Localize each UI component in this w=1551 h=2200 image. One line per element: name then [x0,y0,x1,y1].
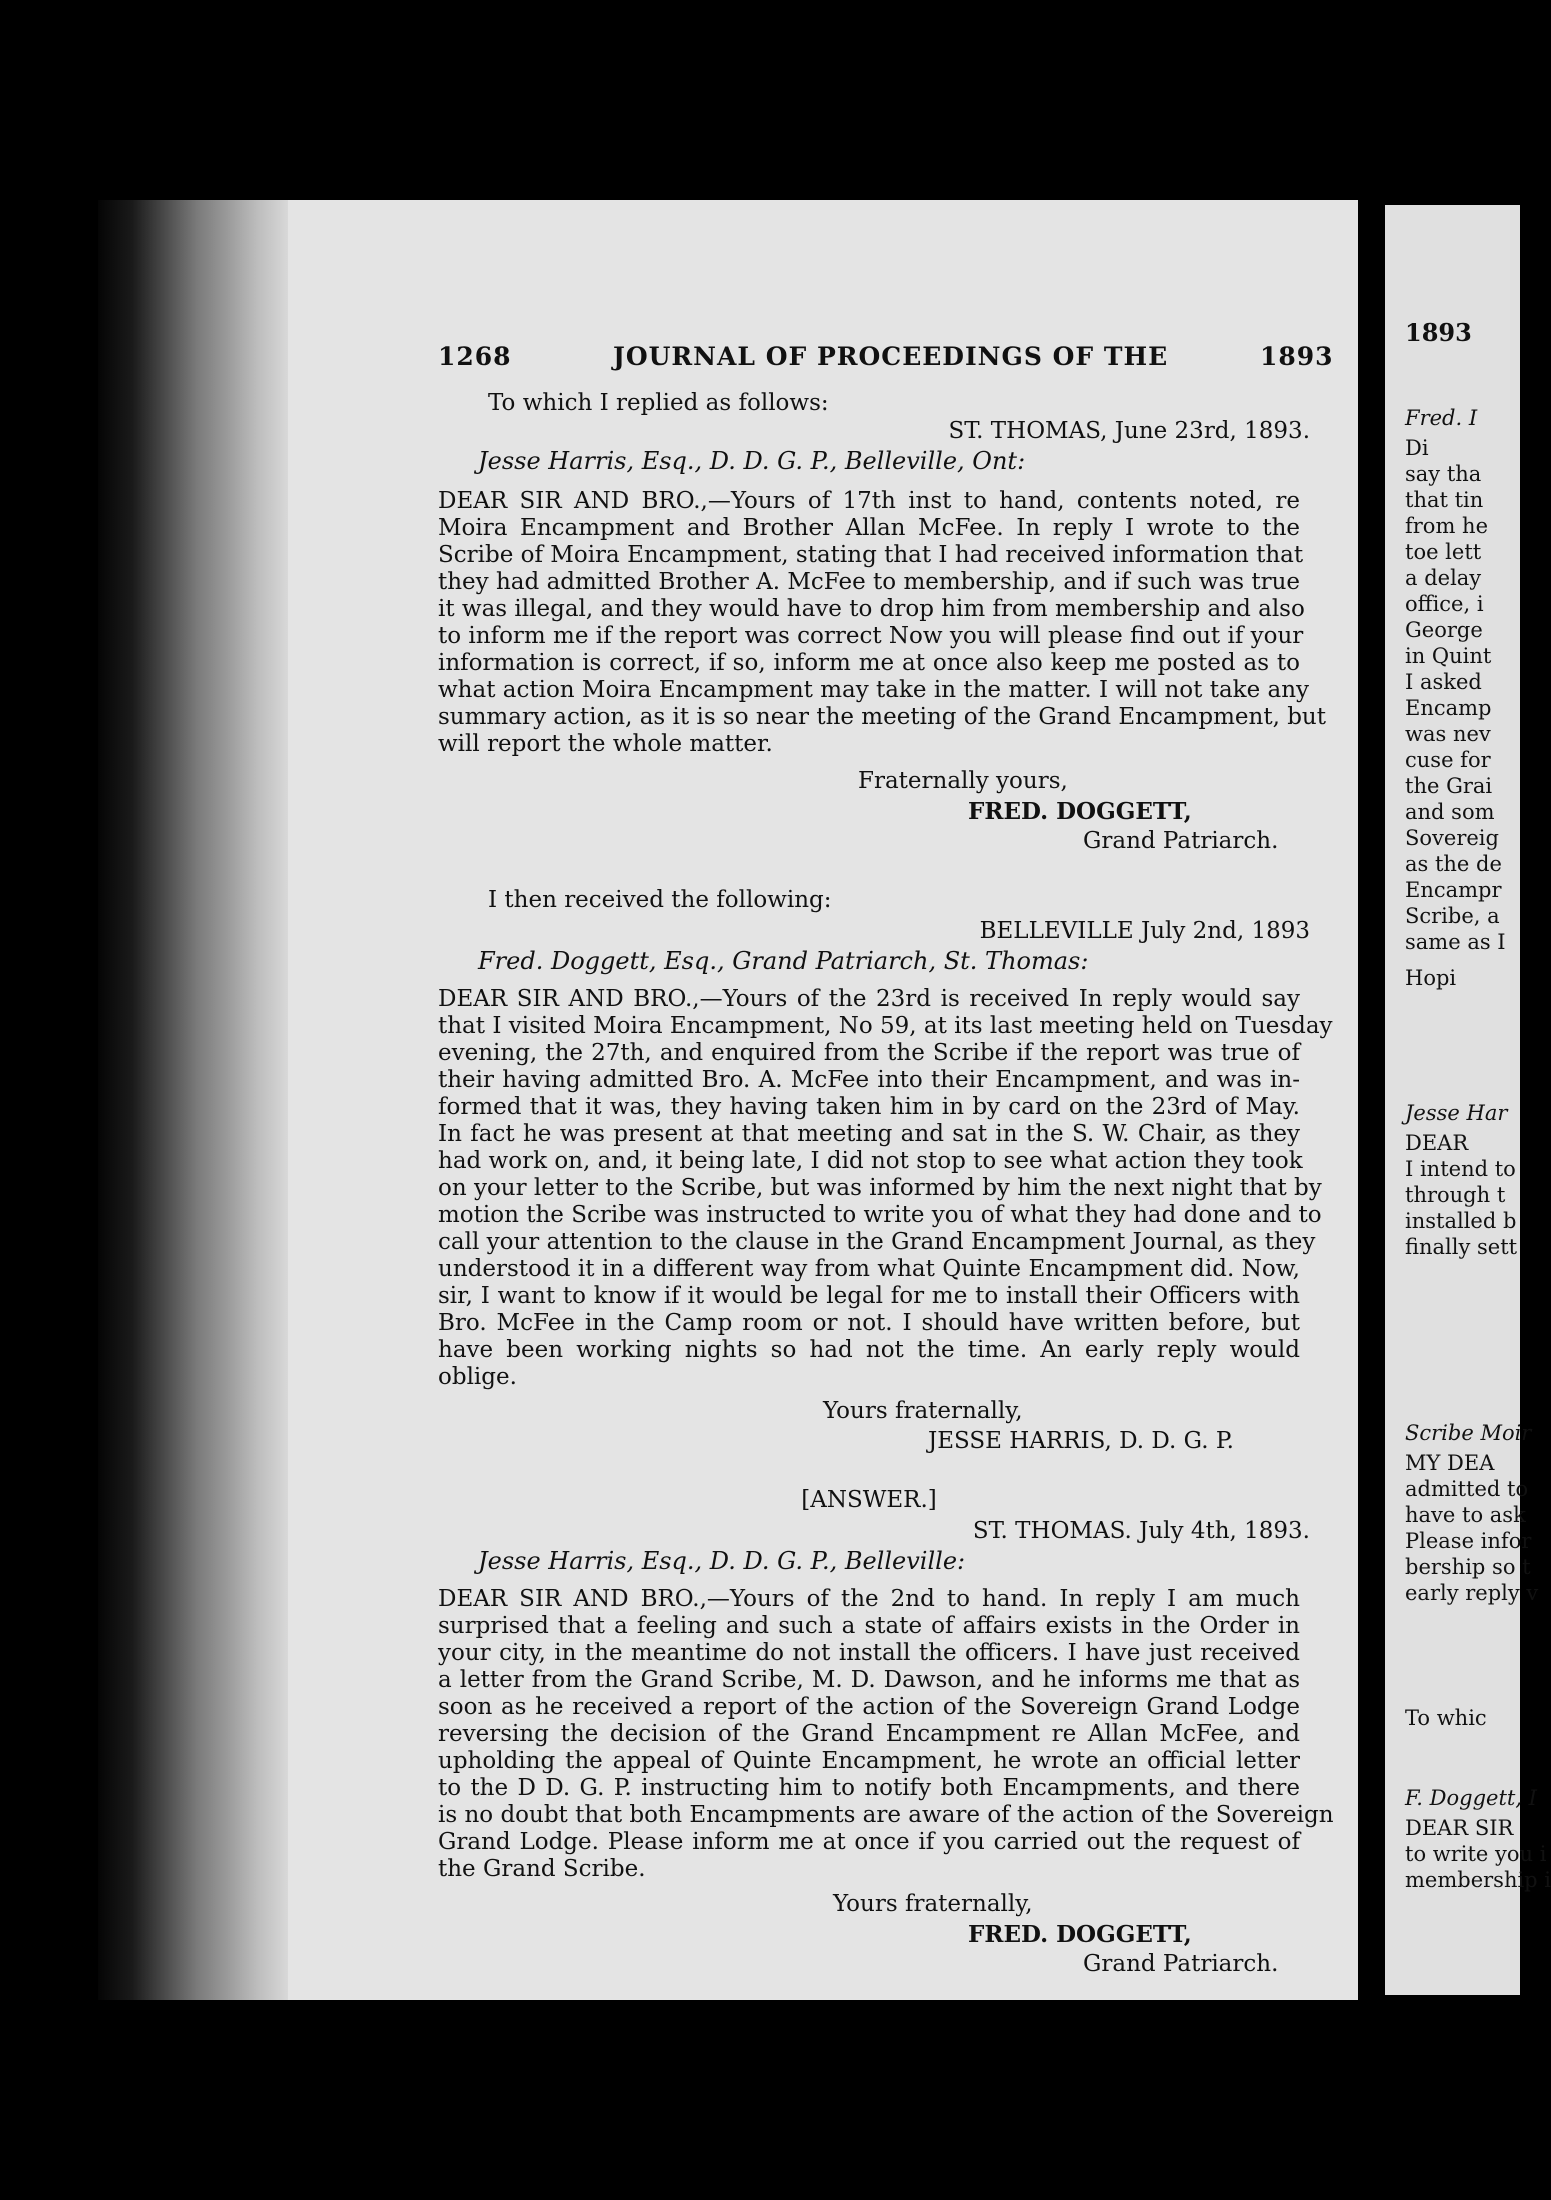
adjacent-page-line: Scribe Moir [1405,1421,1532,1445]
text-line: FRED. DOGGETT, [968,798,1192,825]
adjacent-page-line: membership i [1405,1868,1551,1892]
adjacent-page-line: Encamp [1405,696,1492,720]
text-line: evening, the 27th, and enquired from the Scribe if the report was true of [438,1040,1300,1066]
book-page [288,200,1358,2000]
text-line: that I visited Moira Encampment, No 59, at its last meeting held on Tuesday [438,1013,1333,1039]
adjacent-page-line: cuse for [1405,748,1491,772]
adjacent-page-line: and som [1405,800,1495,824]
adjacent-page-line: F. Doggett, I [1405,1786,1537,1810]
text-line: Grand Patriarch. [1083,1951,1279,1977]
text-line: Grand Lodge. Please inform me at once if you carried out the request of [438,1829,1300,1855]
adjacent-page-line: was nev [1405,722,1491,746]
adjacent-page-line: I intend to [1405,1157,1516,1181]
text-line: [ANSWER.] [801,1487,937,1513]
text-line: it was illegal, and they would have to drop him from membership and also [438,596,1305,622]
text-line: DEAR SIR AND BRO.,—Yours of the 23rd is received In reply would say [438,986,1300,1012]
adjacent-page-line: a delay [1405,566,1482,590]
adjacent-page-line: Sovereig [1405,826,1499,850]
text-line: motion the Scribe was instructed to write you of what they had done and to [438,1202,1322,1228]
adjacent-page-line: early reply v [1405,1581,1539,1605]
adjacent-page-line: have to ask [1405,1503,1526,1527]
adjacent-page-line: Jesse Har [1405,1101,1508,1125]
adjacent-page-line: from he [1405,514,1488,538]
book-spine-shadow [98,200,288,2000]
text-line: Grand Patriarch. [1083,828,1279,854]
text-line: information is correct, if so, inform me at once also keep me posted as to [438,650,1300,676]
text-line: call your attention to the clause in the Grand Encampment Journal, as they [438,1229,1316,1255]
text-line: upholding the appeal of Quinte Encampment, he wrote an official letter [438,1748,1300,1774]
text-line: Jesse Harris, Esq., D. D. G. P., Belleville: [478,1547,966,1575]
text-line: on your letter to the Scribe, but was informed by him the next night that by [438,1175,1322,1201]
adjacent-page-line: MY DEA [1405,1451,1495,1475]
adjacent-page-line: George [1405,618,1483,642]
text-line: to inform me if the report was correct Now you will please find out if your [438,623,1304,649]
adjacent-page-line: bership so t [1405,1555,1531,1579]
text-line: the Grand Scribe. [438,1856,646,1882]
text-line: Fraternally yours, [858,768,1068,794]
adjacent-page-line: DEAR [1405,1131,1469,1155]
adjacent-page-fragment [1385,205,1551,1995]
text-line: summary action, as it is so near the meeting of the Grand Encampment, but [438,704,1326,730]
adjacent-page-line: finally sett [1405,1235,1518,1259]
text-line: to the D D. G. P. instructing him to notify both Encampments, and there [438,1775,1300,1801]
adjacent-page-line: DEAR SIR [1405,1816,1514,1840]
adjacent-page-line: say tha [1405,462,1482,486]
text-line: To which I replied as follows: [488,390,829,416]
text-line: ST. THOMAS. July 4th, 1893. [972,1518,1310,1544]
text-line: reversing the decision of the Grand Encampment re Allan McFee, and [438,1721,1300,1747]
adjacent-page-line: as the de [1405,852,1502,876]
text-line: Yours fraternally, [823,1398,1023,1424]
text-line: their having admitted Bro. A. McFee into their Encampment, and was in- [438,1067,1300,1093]
text-line: sir, I want to know if it would be legal for me to install their Officers with [438,1283,1300,1309]
adjacent-page-line: Please infor [1405,1529,1532,1553]
adjacent-page-line: admitted to [1405,1477,1529,1501]
text-line: understood it in a different way from what Quinte Encampment did. Now, [438,1256,1300,1282]
text-line: is no doubt that both Encampments are aware of the action of the Sovereign [438,1802,1334,1828]
running-title: JOURNAL OF PROCEEDINGS OF THE [613,342,1169,371]
adjacent-page-line: To whic [1405,1706,1487,1730]
page-number: 1268 [438,342,512,371]
text-line: your city, in the meantime do not install the officers. I have just received [438,1640,1300,1666]
adjacent-page-line: installed b [1405,1209,1517,1233]
text-line: JESSE HARRIS, D. D. G. P. [928,1428,1234,1454]
text-line: soon as he received a report of the action of the Sovereign Grand Lodge [438,1694,1300,1720]
text-line: Yours fraternally, [833,1891,1033,1917]
adjacent-page-line: Di [1405,436,1429,460]
adjacent-page-line: Scribe, a [1405,904,1500,928]
adjacent-page-line: through t [1405,1183,1506,1207]
header-year: 1893 [1260,342,1334,371]
text-line: a letter from the Grand Scribe, M. D. Dawson, and he informs me that as [438,1667,1300,1693]
text-line: Fred. Doggett, Esq., Grand Patriarch, St. Thomas: [478,947,1089,975]
text-line: DEAR SIR AND BRO.,—Yours of 17th inst to hand, contents noted, re [438,488,1300,514]
adjacent-page-line: in Quint [1405,644,1492,668]
text-line: Bro. McFee in the Camp room or not. I should have written before, but [438,1310,1300,1336]
text-line: formed that it was, they having taken him in by card on the 23rd of May. [438,1094,1300,1120]
text-line: oblige. [438,1364,517,1390]
adjacent-page-line: Fred. I [1405,406,1478,430]
adjacent-page-line: to write you i [1405,1842,1547,1866]
text-line: surprised that a feeling and such a state of affairs exists in the Order in [438,1613,1300,1639]
text-line: In fact he was present at that meeting and sat in the S. W. Chair, as they [438,1121,1300,1147]
adjacent-page-line: Hopi [1405,966,1457,990]
adjacent-page-line: same as I [1405,930,1506,954]
text-line: have been working nights so had not the time. An early reply would [438,1337,1300,1363]
adjacent-page-line: 1893 [1405,318,1472,347]
adjacent-page-line: office, i [1405,592,1484,616]
text-line: Moira Encampment and Brother Allan McFee. In reply I wrote to the [438,515,1300,541]
text-line: will report the whole matter. [438,731,773,757]
adjacent-page-line: the Grai [1405,774,1493,798]
text-line: ST. THOMAS, June 23rd, 1893. [948,418,1310,444]
adjacent-page-line: Encampr [1405,878,1502,902]
text-line: they had admitted Brother A. McFee to membership, and if such was true [438,569,1300,595]
text-line: what action Moira Encampment may take in the matter. I will not take any [438,677,1310,703]
adjacent-page-line: toe lett [1405,540,1482,564]
text-line: FRED. DOGGETT, [968,1921,1192,1948]
text-line: BELLEVILLE July 2nd, 1893 [979,918,1310,944]
text-line: DEAR SIR AND BRO.,—Yours of the 2nd to hand. In reply I am much [438,1586,1300,1612]
text-line: Jesse Harris, Esq., D. D. G. P., Belleville, Ont: [478,447,1026,475]
text-line: had work on, and, it being late, I did not stop to see what action they took [438,1148,1303,1174]
adjacent-page-line: that tin [1405,488,1484,512]
text-line: I then received the following: [488,887,832,913]
text-line: Scribe of Moira Encampment, stating that I had received information that [438,542,1304,568]
adjacent-page-line: I asked [1405,670,1482,694]
